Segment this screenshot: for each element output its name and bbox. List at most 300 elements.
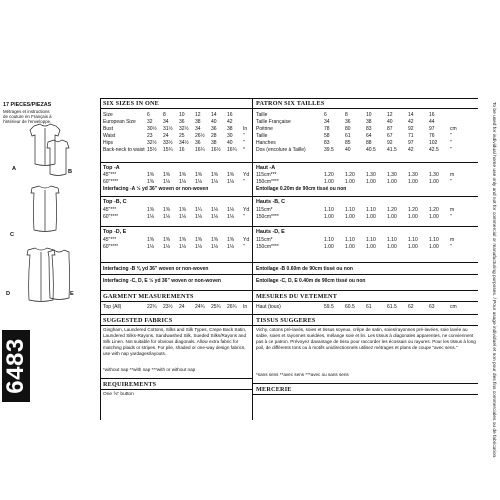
- view-label-b: B: [68, 169, 73, 175]
- row-value: 34: [324, 119, 330, 125]
- table-row: [103, 244, 245, 250]
- fr-rule: [252, 301, 478, 302]
- row-value: 61.5: [387, 304, 397, 310]
- row-value: 1⅜: [163, 237, 170, 243]
- row-unit: Yd: [243, 207, 250, 213]
- row-value: 71: [408, 133, 414, 139]
- row-value: 38: [195, 119, 201, 125]
- row-unit: ": [450, 147, 452, 153]
- row-value: 1⅛: [211, 244, 218, 250]
- row-value: 85: [345, 140, 351, 146]
- row-value: 1⅜: [163, 172, 170, 178]
- row-label: Taille: [256, 112, 268, 118]
- row-label: Hips: [103, 140, 114, 146]
- table-row: [103, 172, 249, 178]
- table-row: [103, 133, 245, 139]
- table-row: [256, 140, 452, 146]
- row-value: *: [243, 147, 245, 153]
- row-value: 1.20: [324, 172, 334, 178]
- row-value: 1⅜: [179, 207, 186, 213]
- row-label: Dos (encolure à Taille): [256, 147, 306, 153]
- row-value: 1⅜: [147, 179, 154, 185]
- table-row: [256, 172, 454, 178]
- row-value: 1.00: [345, 179, 355, 185]
- row-value: 83: [366, 126, 372, 132]
- row-value: 34: [163, 119, 169, 125]
- piece-count: 17 PIECES/PIEZAS: [3, 102, 52, 108]
- row-unit: ": [243, 214, 245, 220]
- table-row: [256, 179, 452, 185]
- fr-hauts-de-title: Hauts -D, E: [256, 229, 285, 235]
- row-value: 1⅛: [179, 214, 186, 220]
- fr-entoilage-a: Entoilage 0.20m de 90cm tissé ou non: [256, 186, 347, 192]
- table-row: [256, 304, 457, 310]
- row-value: 1⅛: [227, 207, 234, 213]
- row-value: 1.00: [408, 179, 418, 185]
- row-value: 10: [366, 112, 372, 118]
- en-rule: [100, 301, 252, 302]
- table-row: [256, 244, 452, 250]
- row-value: 1.00: [345, 244, 355, 250]
- table-row: [256, 126, 457, 132]
- table-row: [256, 237, 454, 243]
- row-value: 1⅜: [147, 237, 154, 243]
- row-value: 34: [195, 126, 201, 132]
- row-value: 12: [387, 112, 393, 118]
- row-label: Haut (tous): [256, 304, 281, 310]
- view-a-sketch: [30, 124, 60, 166]
- row-value: 6: [324, 112, 327, 118]
- row-value: 1⅛: [179, 179, 186, 185]
- row-value: 36: [179, 119, 185, 125]
- table-row: [256, 133, 452, 139]
- fr-nap-note: *sans sens **avec sens ***avec ou sans sens: [256, 372, 349, 377]
- row-unit: ": [450, 133, 452, 139]
- table-row: [256, 112, 450, 118]
- row-value: 1.00: [387, 214, 397, 220]
- en-requirements-text: One ⅝" button: [103, 392, 134, 397]
- row-value: 42: [227, 119, 233, 125]
- row-unit: ": [450, 179, 452, 185]
- row-value: 102: [429, 140, 438, 146]
- row-value: 42: [408, 147, 414, 153]
- row-value: 1.00: [429, 214, 439, 220]
- row-label: Taille: [256, 133, 268, 139]
- row-value: 1.10: [324, 237, 334, 243]
- row-value: 1⅛: [147, 214, 154, 220]
- row-value: 36: [195, 140, 201, 146]
- row-value: 1.00: [324, 179, 334, 185]
- row-value: 97: [408, 140, 414, 146]
- row-unit: ": [243, 133, 245, 139]
- table-row: [256, 147, 452, 153]
- french-note-1: Métrages et instructions: [3, 109, 50, 114]
- row-value: 38: [211, 140, 217, 146]
- row-value: 6: [147, 112, 150, 118]
- row-value: 78: [324, 126, 330, 132]
- row-value: 31½: [163, 126, 173, 132]
- row-value: 24: [179, 304, 185, 310]
- view-c-sketch: [31, 186, 59, 232]
- pattern-number: 6483: [2, 338, 29, 394]
- row-value: 23: [147, 133, 153, 139]
- row-value: 42: [408, 119, 414, 125]
- row-value: 63: [429, 304, 435, 310]
- row-value: 1.30: [408, 172, 418, 178]
- row-value: 1⅛: [227, 214, 234, 220]
- row-label: 115cm*: [256, 237, 273, 243]
- row-value: 40: [227, 140, 233, 146]
- row-unit: m: [450, 207, 455, 213]
- row-unit: cm: [450, 304, 457, 310]
- view-e-sketch: [48, 250, 70, 300]
- en-rule: [100, 274, 252, 275]
- table-row: [103, 207, 249, 213]
- row-value: 60.5: [345, 304, 355, 310]
- row-value: 1.00: [345, 214, 355, 220]
- en-top-bc-title: Top -B, C: [103, 199, 127, 205]
- row-value: 24¾: [195, 304, 205, 310]
- row-value: 26¾: [227, 304, 237, 310]
- view-d-sketch: [27, 248, 55, 302]
- row-label: Poitrine: [256, 126, 273, 132]
- fr-entoilage-b: Entoilage -B 0.60m de 90cm tissé ou non: [256, 266, 353, 272]
- row-unit: Yd: [243, 172, 250, 178]
- row-unit: ": [243, 140, 245, 146]
- row-value: 64: [366, 133, 372, 139]
- row-value: 1⅜: [227, 172, 234, 178]
- row-value: 1⅜: [195, 172, 202, 178]
- row-value: 1⅛: [211, 207, 218, 213]
- row-label: European Size: [103, 119, 136, 125]
- row-value: 14: [211, 112, 217, 118]
- row-value: 1⅛: [195, 214, 202, 220]
- row-value: 41.5: [387, 147, 397, 153]
- row-value: 61: [345, 133, 351, 139]
- row-value: 1⅜: [211, 172, 218, 178]
- row-label: Bust: [103, 126, 114, 132]
- row-label: Size: [103, 112, 113, 118]
- table-row: [256, 214, 452, 220]
- fr-rule: [252, 274, 478, 275]
- row-value: 1.10: [366, 207, 376, 213]
- pattern-number-stamp: [2, 330, 30, 402]
- row-value: 23½: [163, 304, 173, 310]
- row-value: 1⅛: [227, 244, 234, 250]
- row-value: 1.10: [345, 237, 355, 243]
- row-value: 1.10: [366, 237, 376, 243]
- row-value: 1¼: [195, 207, 202, 213]
- row-value: 1⅜: [179, 172, 186, 178]
- row-value: 1.00: [429, 244, 439, 250]
- row-value: 59.5: [324, 304, 334, 310]
- row-value: 25¾: [211, 304, 221, 310]
- en-top-de-title: Top -D, E: [103, 229, 127, 235]
- row-label: Waist: [103, 133, 116, 139]
- row-value: 15¾: [163, 147, 173, 153]
- row-value: 1⅛: [163, 214, 170, 220]
- row-value: 32½: [179, 126, 189, 132]
- row-value: 1.00: [366, 214, 376, 220]
- row-unit: m: [450, 237, 455, 243]
- en-garment-title: GARMENT MEASUREMENTS: [103, 293, 194, 300]
- row-unit: ": [450, 140, 452, 146]
- row-label: 115cm*: [256, 207, 273, 213]
- row-value: 1.20: [387, 207, 397, 213]
- row-value: 1.10: [408, 237, 418, 243]
- row-value: 1⅜: [163, 207, 170, 213]
- row-value: 1.10: [345, 207, 355, 213]
- row-value: 40: [387, 119, 393, 125]
- row-value: 1⅛: [195, 179, 202, 185]
- view-b-sketch: [47, 140, 69, 176]
- fr-rule: [252, 394, 478, 395]
- row-value: 1.00: [366, 244, 376, 250]
- row-value: 10: [179, 112, 185, 118]
- fr-rule: [252, 262, 478, 263]
- french-note-3: l'intérieur de l'enveloppe.: [3, 119, 52, 124]
- row-label: 115cm***: [256, 172, 277, 178]
- row-value: 8: [345, 112, 348, 118]
- row-value: 1.20: [345, 172, 355, 178]
- en-top-a-title: Top -A: [103, 165, 120, 171]
- fr-rule: [252, 325, 478, 326]
- fr-top-rule: [252, 98, 478, 99]
- row-value: 38: [227, 126, 233, 132]
- en-rule: [100, 162, 252, 163]
- row-value: 25: [179, 133, 185, 139]
- en-rule: [100, 108, 252, 109]
- row-value: 16: [227, 112, 233, 118]
- en-rule: [100, 262, 252, 263]
- fr-garment-title: MESURES DU VETEMENT: [256, 293, 338, 300]
- table-row: [103, 237, 249, 243]
- en-top-rule: [100, 98, 252, 99]
- table-row: [103, 119, 243, 125]
- fr-entoilage-cde: Entoilage -C, D, E 0.40m de 90cm tissé ou non: [256, 278, 366, 284]
- row-value: 97: [429, 126, 435, 132]
- row-value: 1⅛: [211, 214, 218, 220]
- row-value: 8: [163, 112, 166, 118]
- row-label: Top (All): [103, 304, 122, 310]
- row-unit: ": [450, 214, 452, 220]
- french-note-2: de couture en Français à: [3, 114, 52, 119]
- row-value: 1.10: [324, 207, 334, 213]
- row-unit: In: [243, 304, 248, 310]
- fr-hauts-bc-title: Hauts -B, C: [256, 199, 286, 205]
- row-value: 40: [345, 147, 351, 153]
- row-value: 1⅛: [195, 244, 202, 250]
- row-value: 28: [211, 133, 217, 139]
- table-row: [103, 214, 245, 220]
- row-unit: m: [450, 172, 455, 178]
- row-value: 1⅛: [227, 179, 234, 185]
- side-disclaimer: To be used for individual home use only and not for commercial or manufacturing purposes. / Pour usage individuel et non pour des fins commerciales ou de fabrication.: [491, 102, 496, 459]
- row-value: 1⅛: [163, 244, 170, 250]
- row-value: 1.00: [387, 244, 397, 250]
- row-value: 36: [345, 119, 351, 125]
- row-value: 22¾: [147, 304, 157, 310]
- row-value: 30: [227, 133, 233, 139]
- row-value: 16¼: [195, 147, 205, 153]
- view-label-c: C: [10, 232, 15, 238]
- table-row: [103, 112, 243, 118]
- fr-rule: [252, 226, 478, 227]
- row-value: 1.00: [366, 179, 376, 185]
- row-unit: Yd: [243, 237, 250, 243]
- row-value: 1⅛: [163, 179, 170, 185]
- row-label: 150cm****: [256, 244, 279, 250]
- row-value: 1⅛: [147, 244, 154, 250]
- row-label: 150cm****: [256, 179, 279, 185]
- table-row: [256, 119, 450, 125]
- row-value: 34½: [179, 140, 189, 146]
- row-value: 16: [179, 147, 185, 153]
- row-value: 1.00: [324, 244, 334, 250]
- row-value: 80: [345, 126, 351, 132]
- en-fabrics-text: Gingham, Laundered Cottons, Silks and Silk Types, Crepe Back Satin, Laundered Silks-Rayons, Sandwashed Silk, Sueded Silks/Rayons and Silk Linen. Not suitable for obvious diagonals. Allow extra fabric for matching plaids or stripes. For pile, shaded or one-way design fabrics, use with nap yardages/layouts.: [103, 327, 247, 357]
- row-value: 1.30: [429, 172, 439, 178]
- row-unit: cm: [450, 126, 457, 132]
- fr-rule: [252, 314, 478, 315]
- row-value: 1.30: [366, 172, 376, 178]
- row-value: 1⅜: [211, 237, 218, 243]
- row-value: 38: [366, 119, 372, 125]
- fr-fabrics-title: TISSUS SUGGERES: [256, 317, 316, 324]
- fr-mercerie-title: MERCERIE: [256, 386, 292, 393]
- row-value: 1⅜: [147, 172, 154, 178]
- row-value: 24: [163, 133, 169, 139]
- row-value: 1⅛: [179, 244, 186, 250]
- en-fabrics-title: SUGGESTED FABRICS: [103, 317, 173, 324]
- table-row: [256, 207, 454, 213]
- fr-sizes-title: PATRON SIX TAILLES: [256, 100, 325, 107]
- row-label: 45"***: [103, 172, 117, 178]
- en-interfacing-cde: Interfacing -C, D, E ½ yd 36" woven or non-woven: [103, 278, 221, 284]
- fr-rule: [252, 196, 478, 197]
- row-value: 36: [211, 126, 217, 132]
- en-rule: [100, 325, 252, 326]
- row-label: Hanches: [256, 140, 276, 146]
- row-value: 1.00: [408, 214, 418, 220]
- row-value: 1.20: [429, 207, 439, 213]
- row-value: 1⅜: [195, 237, 202, 243]
- row-value: 16: [429, 112, 435, 118]
- view-label-a: A: [12, 166, 17, 172]
- row-value: 42.5: [429, 147, 439, 153]
- row-value: 1⅜: [179, 237, 186, 243]
- table-row: [103, 304, 247, 310]
- row-value: 1.10: [387, 237, 397, 243]
- row-label: Taille Française: [256, 119, 291, 125]
- row-label: 150cm****: [256, 214, 279, 220]
- row-value: 58: [324, 133, 330, 139]
- row-value: 40.5: [366, 147, 376, 153]
- row-unit: In: [243, 126, 248, 132]
- en-interfacing-b: Interfacing -B ⅜ yd 36" woven or non-woven: [103, 266, 209, 272]
- en-rule: [100, 378, 252, 379]
- table-row: [103, 147, 259, 153]
- row-value: 76: [429, 133, 435, 139]
- row-value: 67: [387, 133, 393, 139]
- en-sizes-title: SIX SIZES IN ONE: [103, 100, 159, 107]
- row-value: 1.00: [408, 244, 418, 250]
- row-value: 40: [211, 119, 217, 125]
- table-row: [103, 126, 247, 132]
- row-value: 92: [408, 126, 414, 132]
- row-value: 1.00: [324, 214, 334, 220]
- row-label: 45"***: [103, 237, 117, 243]
- row-value: 61: [366, 304, 372, 310]
- view-label-d: D: [6, 291, 11, 297]
- en-interfacing-a: Interfacing -A ½ yd 36" woven or non-woven: [103, 186, 209, 192]
- fr-rule: [252, 108, 478, 109]
- row-label: 60"****: [103, 179, 119, 185]
- row-unit: ": [243, 179, 245, 185]
- fr-rule: [252, 162, 478, 163]
- row-label: 45"***: [103, 207, 117, 213]
- row-value: 1.00: [429, 179, 439, 185]
- row-value: 1⅜: [147, 207, 154, 213]
- row-value: 16¾: [227, 147, 237, 153]
- fr-rule: [252, 383, 478, 384]
- row-value: 32: [147, 119, 153, 125]
- table-row: [103, 140, 245, 146]
- row-value: 44: [429, 119, 435, 125]
- row-value: 16½: [211, 147, 221, 153]
- fr-fabrics-text: Vichy, cotons pré-lavés, soies et tissus soyeux, crêpe de satin, soies/rayonnes pré-lavées, soie lavée au sable, soies et rayonnes suédées, mélange soie et lin. Les tissus à diagonales apparentes, ne conviennent pas à ce patron. Prévoyez davantage de tissu pour raccorder les écossais ou rayures. Pour les tissus à long poil, de différents tons ou à motifs unidirectionnels utilisez métrages et plans de coupe "avec sens.": [256, 327, 476, 351]
- row-value: 62: [408, 304, 414, 310]
- en-requirements-title: REQUIREMENTS: [103, 381, 157, 388]
- row-value: 83: [324, 140, 330, 146]
- row-value: 14: [408, 112, 414, 118]
- garment-sketches: [20, 122, 73, 307]
- fr-haut-a-title: Haut -A: [256, 165, 276, 171]
- row-value: 1.10: [429, 237, 439, 243]
- fr-rule: [252, 290, 478, 291]
- row-value: 26½: [195, 133, 205, 139]
- row-unit: ": [450, 244, 452, 250]
- row-value: 1⅛: [211, 179, 218, 185]
- en-rule: [100, 226, 252, 227]
- row-value: 1.30: [387, 172, 397, 178]
- en-nap-note: *without nap **with nap ***with or without nap: [103, 367, 196, 372]
- row-value: 39.5: [324, 147, 334, 153]
- row-value: 1.00: [387, 179, 397, 185]
- row-value: 32½: [147, 140, 157, 146]
- row-value: 1.20: [408, 207, 418, 213]
- row-value: 30½: [147, 126, 157, 132]
- table-row: [103, 179, 245, 185]
- row-value: 33½: [163, 140, 173, 146]
- row-label: Back-neck to waist: [103, 147, 145, 153]
- row-value: 15½: [147, 147, 157, 153]
- en-rule: [100, 290, 252, 291]
- row-label: 60"****: [103, 214, 119, 220]
- left-frame-line: [100, 98, 101, 420]
- row-value: 92: [387, 140, 393, 146]
- row-value: 12: [195, 112, 201, 118]
- row-label: 60"****: [103, 244, 119, 250]
- en-rule: [100, 314, 252, 315]
- row-value: 1⅜: [227, 237, 234, 243]
- en-rule: [100, 196, 252, 197]
- row-unit: ": [243, 244, 245, 250]
- row-value: 88: [366, 140, 372, 146]
- en-rule: [100, 389, 252, 390]
- view-label-e: E: [70, 291, 74, 297]
- row-value: 87: [387, 126, 393, 132]
